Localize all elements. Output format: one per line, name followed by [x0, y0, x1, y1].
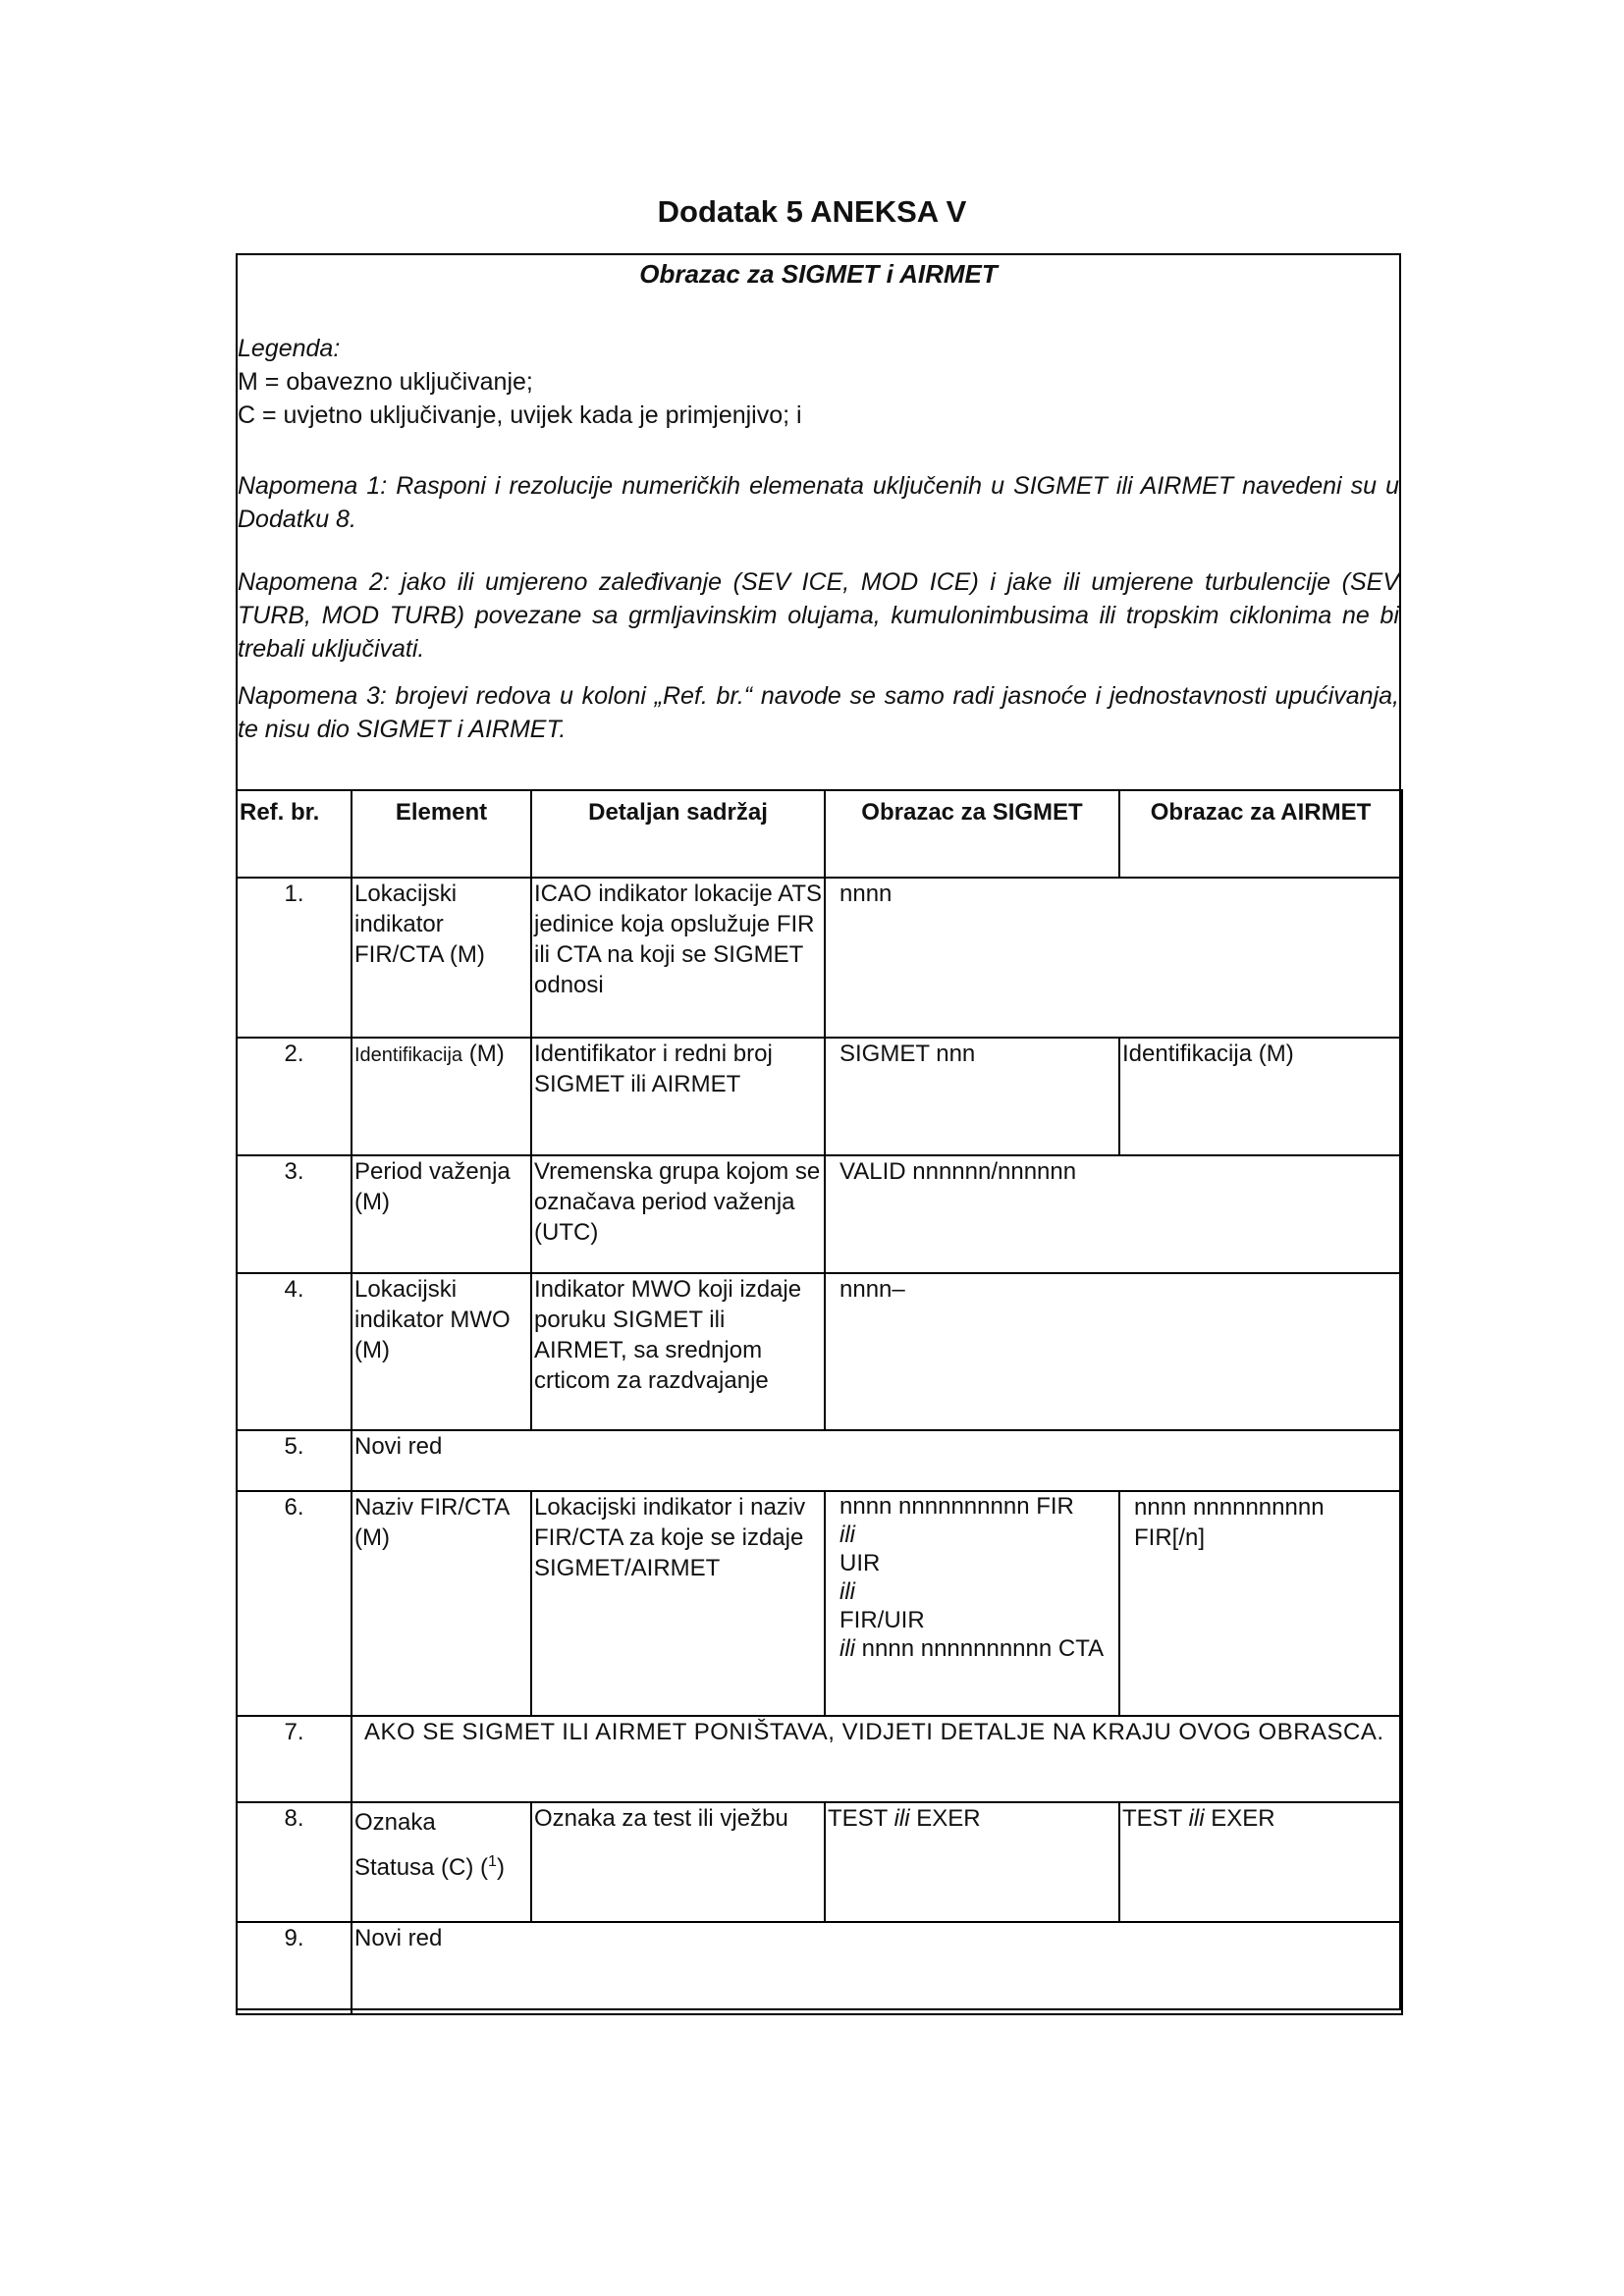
note-2: Napomena 2: jako ili umjereno zaleđivanje (SEV ICE, MOD ICE) i jake ili umjerene turbulencije (SEV TURB, MOD TURB) povezane sa grmljavinskim olujama, kumulonimbusima ili tropskim ciklonima ne bi trebali uključivati. [238, 568, 1399, 663]
or-text: ili [1188, 1805, 1205, 1832]
ref-number: 1. [237, 878, 352, 1038]
note-1: Napomena 1: Rasponi i rezolucije numeričkih elemenata uključenih u SIGMET ili AIRMET navedeni su u Dodatku 8. [238, 472, 1399, 533]
table-row [237, 1155, 1402, 1273]
table-header-row [237, 790, 1402, 878]
ref-number: 2. [237, 1038, 352, 1155]
table-row [237, 1802, 1402, 1922]
detail-cell: Indikator MWO koji izdaje poruku SIGMET ili AIRMET, sa srednjom crticom za razdvajanje [531, 1273, 825, 1430]
table-row [237, 1430, 1402, 1491]
test-text: TEST [828, 1805, 894, 1832]
legend-heading: Legenda: [238, 335, 341, 362]
ref-number: 8. [237, 1802, 352, 1922]
or-text: ili [839, 1578, 855, 1605]
sigmet-cell: SIGMET nnn [825, 1038, 1119, 1155]
sigmet-line: nnnn nnnnnnnnnn FIR [839, 1493, 1074, 1520]
detail-cell: Vremenska grupa kojom se označava period važenja (UTC) [531, 1155, 825, 1273]
element-cell [352, 1038, 531, 1155]
element-cell [352, 1802, 531, 1922]
form-title: Obrazac za SIGMET i AIRMET [639, 259, 998, 289]
ref-number: 7. [237, 1716, 352, 1802]
note-3: Napomena 3: brojevi redova u koloni „Ref. br.“ navode se samo radi jasnoće i jednostavnosti upućivanja, te nisu dio SIGMET i AIRMET. [238, 682, 1399, 743]
element-close: ) [496, 1854, 505, 1881]
sigmet-line-4 [839, 1634, 1116, 1663]
detail-cell: Identifikator i redni broj SIGMET ili AIRMET [531, 1038, 825, 1155]
detail-cell: ICAO indikator lokacije ATS jedinice koja opslužuje FIR ili CTA na koji se SIGMET odnosi [531, 878, 825, 1038]
table-row [237, 1716, 1402, 1802]
element-line: Statusa (C) ( [354, 1854, 489, 1881]
element-cell: Novi red [352, 1922, 1402, 2014]
ref-number: 5. [237, 1430, 352, 1491]
sigmet-cell: nnnn [825, 878, 1402, 1038]
footnote-mark: 1 [488, 1853, 497, 1870]
element-cell: Period važenja (M) [352, 1155, 531, 1273]
exer-text: EXER [1204, 1805, 1275, 1832]
exer-text: EXER [909, 1805, 981, 1832]
test-text: TEST [1122, 1805, 1189, 1832]
table-row [237, 1273, 1402, 1430]
ref-number: 9. [237, 1922, 352, 2014]
or-text: ili [839, 1522, 855, 1548]
element-line: Oznaka [354, 1809, 436, 1836]
sigmet-line: UIR [839, 1550, 881, 1576]
element-small-text: Identifikacija [354, 1044, 463, 1066]
sigmet-cell [825, 1802, 1119, 1922]
element-cell: Lokacijski indikator FIR/CTA (M) [352, 878, 531, 1038]
airmet-cell: Identifikacija (M) [1119, 1038, 1402, 1155]
ref-number: 3. [237, 1155, 352, 1273]
header-element: Element [352, 790, 531, 878]
header-detail: Detaljan sadržaj [531, 790, 825, 878]
sigmet-line: FIR/UIR [839, 1607, 925, 1633]
sigmet-line: nnnn nnnnnnnnnn CTA [855, 1635, 1105, 1662]
table-row [237, 878, 1402, 1038]
sigmet-cell: VALID nnnnnn/nnnnnn [825, 1155, 1402, 1273]
header-sigmet: Obrazac za SIGMET [825, 790, 1119, 878]
detail-cell: Oznaka za test ili vježbu [531, 1802, 825, 1922]
ref-number: 6. [237, 1491, 352, 1716]
table-row [237, 1491, 1402, 1716]
legend-c: C = uvjetno uključivanje, uvijek kada je primjenjivo; i [238, 401, 802, 429]
element-cell: Novi red [352, 1430, 1402, 1491]
element-cell: Lokacijski indikator MWO (M) [352, 1273, 531, 1430]
legend [238, 332, 1399, 432]
legend-m: M = obavezno uključivanje; [238, 368, 533, 396]
airmet-cell [1119, 1802, 1402, 1922]
cancel-note: AKO SE SIGMET ILI AIRMET PONIŠTAVA, VIDJETI DETALJE NA KRAJU OVOG OBRASCA. [352, 1716, 1402, 1802]
sigmet-airmet-form [236, 253, 1401, 2010]
table-row [237, 1922, 1402, 2014]
element-rest-text: (M) [462, 1041, 505, 1067]
sigmet-table [236, 789, 1403, 2015]
form-header [238, 255, 1399, 791]
airmet-cell: nnnn nnnnnnnnnn FIR[/n] [1119, 1491, 1402, 1716]
ref-number: 4. [237, 1273, 352, 1430]
sigmet-cell: nnnn– [825, 1273, 1402, 1430]
sigmet-cell [825, 1491, 1119, 1716]
element-cell: Naziv FIR/CTA (M) [352, 1491, 531, 1716]
header-ref: Ref. br. [237, 790, 352, 878]
detail-cell: Lokacijski indikator i naziv FIR/CTA za koje se izdaje SIGMET/AIRMET [531, 1491, 825, 1716]
or-text: ili [839, 1635, 855, 1662]
header-airmet: Obrazac za AIRMET [1119, 790, 1402, 878]
or-text: ili [893, 1805, 910, 1832]
page-title: Dodatak 5 ANEKSA V [657, 194, 967, 229]
table-row [237, 1038, 1402, 1155]
